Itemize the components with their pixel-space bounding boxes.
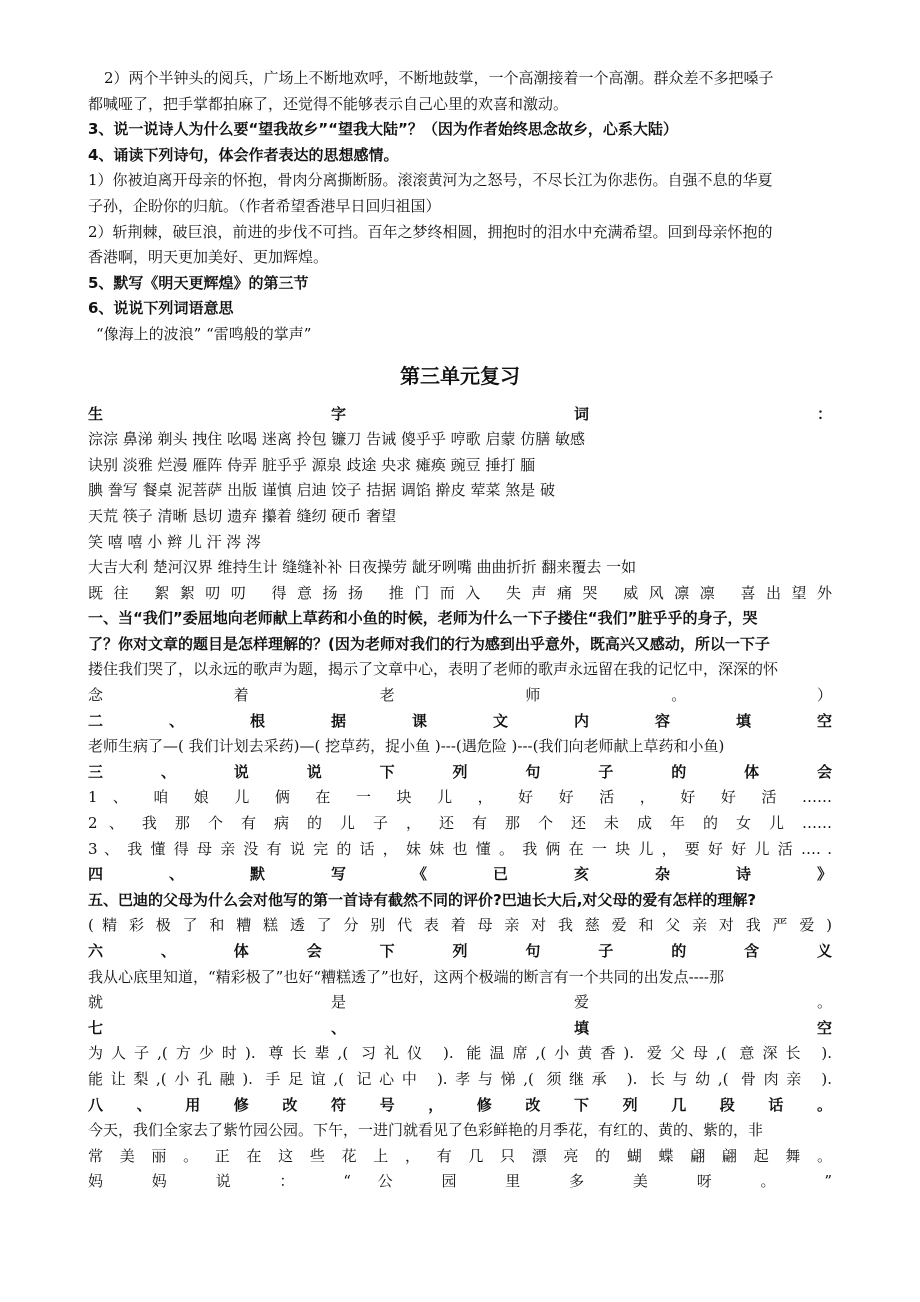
text-line: 就 是 爱 。 [88, 993, 832, 1012]
text-line: 生 字 词 ： [88, 404, 832, 423]
text-line: 六 、 体 会 下 列 句 子 的 含 义 [88, 942, 832, 960]
text-line: 诀别 淡雅 烂漫 雁阵 侍弄 脏乎乎 源泉 歧途 央求 瘫痪 豌豆 捶打 腼 [88, 455, 536, 474]
text-line: 三 、 说 说 下 列 句 子 的 体 会 [88, 762, 832, 781]
page-title: 第三单元复习 [400, 363, 520, 388]
text-line: 一、当“我们”委屈地向老师献上草药和小鱼的时候，老师为什么一下子搂住“我们”脏乎乎的身子，哭 [88, 609, 758, 628]
text-line: 香港啊，明天更加美好、更加辉煌。 [88, 248, 329, 267]
text-line: 二 、 根 据 课 文 内 容 填 空 [88, 711, 832, 730]
text-line: 淙淙 鼻涕 剃头 拽住 吆喝 迷离 拎包 镰刀 告诫 傻乎乎 哼歌 启蒙 仿膳 敏感 [88, 430, 585, 449]
text-line: 今天，我们全家去了紫竹园公园。下午，一进门就看见了色彩鲜艳的月季花，有红的、黄的、紫的，非 [88, 1121, 764, 1140]
text-line: 搂住我们哭了，以永远的歌声为题，揭示了文章中心，表明了老师的歌声永远留在我的记忆中，深深的怀 [88, 660, 779, 679]
text-line: 为人子,(方少时). 尊长辈,( 习礼仪 ). 能温席,(小黄香). 爱父母,( 意深长 ). [88, 1044, 832, 1063]
text-line: 3、说一说诗人为什么要“望我故乡”“望我大陆”？（因为作者始终思念故乡，心系大陆） [88, 120, 678, 139]
text-line: 五、巴迪的父母为什么会对他写的第一首诗有截然不同的评价?巴迪长大后,对父母的爱有怎样的理解? [88, 890, 757, 909]
text-line: 念 着 老 师 。 ） [88, 686, 832, 705]
text-line: 腆 誊写 餐桌 泥菩萨 出版 谨慎 启迪 饺子 拮据 调馅 擀皮 荤菜 煞是 破 [88, 481, 555, 500]
text-line: 1）你被迫离开母亲的怀抱，骨肉分离撕断肠。滚滚黄河为之怒号，不尽长江为你悲伤。自强不息的华夏 [88, 171, 773, 190]
text-line: 大吉大利 楚河汉界 维持生计 缝缝补补 日夜操劳 龇牙咧嘴 曲曲折折 翻来覆去 一如 [88, 558, 637, 577]
text-line: 5、默写《明天更辉煌》的第三节 [88, 273, 309, 292]
text-line: 能让梨,(小孔融). 手足谊,( 记心中 ).孝与悌,( 须继承 ). 长与幼,( 骨肉亲 ). [88, 1069, 832, 1088]
text-line: 我从心底里知道，“精彩极了”也好“糟糕透了”也好，这两个极端的断言有一个共同的出发点----那 [88, 967, 724, 986]
text-line: ( 精 彩 极 了 和 糟 糕 透 了 分 别 代 表 着 母 亲 对 我 慈 爱 和 父 亲 对 我 严 爱 ) [88, 916, 832, 935]
text-line: 2）斩荆棘，破巨浪，前进的步伐不可挡。百年之梦终相圆，拥抱时的泪水中充满希望。回到母亲怀抱的 [88, 222, 773, 241]
unit-two-review-tail [88, 66, 832, 348]
document-page [88, 66, 832, 1195]
text-line: 老师生病了—( 我们计划去采药)—( 挖草药，捉小鱼 )---(遇危险 )---(我们向老师献上草药和小鱼) [88, 737, 725, 756]
text-line: 常 美 丽 。 正 在 这 些 花 上 ， 有 几 只 漂 亮 的 蝴 蝶 翩 翩 起 舞 。 [88, 1146, 832, 1165]
text-line: 1 、 咱 娘 儿 俩 在 一 块 儿 ， 好 好 活 ， 好 好 活 …… [88, 788, 832, 807]
text-line: 笑 嘻 嘻 小 辫 儿 汗 涔 涔 [88, 532, 262, 551]
text-line: 妈 妈 说 ： “ 公 园 里 多 美 呀 。 ” [88, 1172, 832, 1191]
text-line: 七 、 填 空 [88, 1018, 832, 1037]
text-line: 2）两个半钟头的阅兵，广场上不断地欢呼，不断地鼓掌，一个高潮接着一个高潮。群众差不多把嗓子 [104, 69, 774, 87]
text-line: 子孙，企盼你的归航。（作者希望香港早日回归祖国） [88, 196, 441, 215]
text-line: 都喊哑了，把手掌都拍麻了，还觉得不能够表示自己心里的欢喜和激动。 [88, 94, 569, 113]
text-line: 天荒 筷子 清晰 恳切 遗弃 攥着 缝纫 硬币 奢望 [88, 506, 397, 525]
text-line: 四 、 默 写 《 已 亥 杂 诗 》 [88, 865, 832, 884]
unit-three-review [88, 402, 832, 1195]
text-line: 6、说说下列词语意思 [88, 299, 234, 318]
text-line: 4、诵读下列诗句，体会作者表达的思想感情。 [88, 145, 399, 164]
text-line: 了？你对文章的题目是怎样理解的？(因为老师对我们的行为感到出乎意外，既高兴又感动，所以一下子 [88, 634, 770, 653]
text-line: 八 、 用 修 改 符 号 ， 修 改 下 列 几 段 话 。 [88, 1095, 832, 1114]
text-line: 既往 絮絮叨叨 得意扬扬 推门而入 失声痛哭 威风凛凛 喜出望外 [88, 583, 832, 602]
text-line: 2 、 我 那 个 有 病 的 儿 子 ， 还 有 那 个 还 未 成 年 的 女 儿 …… [88, 814, 832, 833]
text-line: 3 、 我 懂 得 母 亲 没 有 说 完 的 话 ， 妹 妹 也 懂 。 我 俩 在 一 块 儿 ， 要 好 好 儿 活 …. . [88, 839, 832, 858]
text-line: “像海上的波浪” “雷鸣般的掌声” [96, 324, 312, 343]
